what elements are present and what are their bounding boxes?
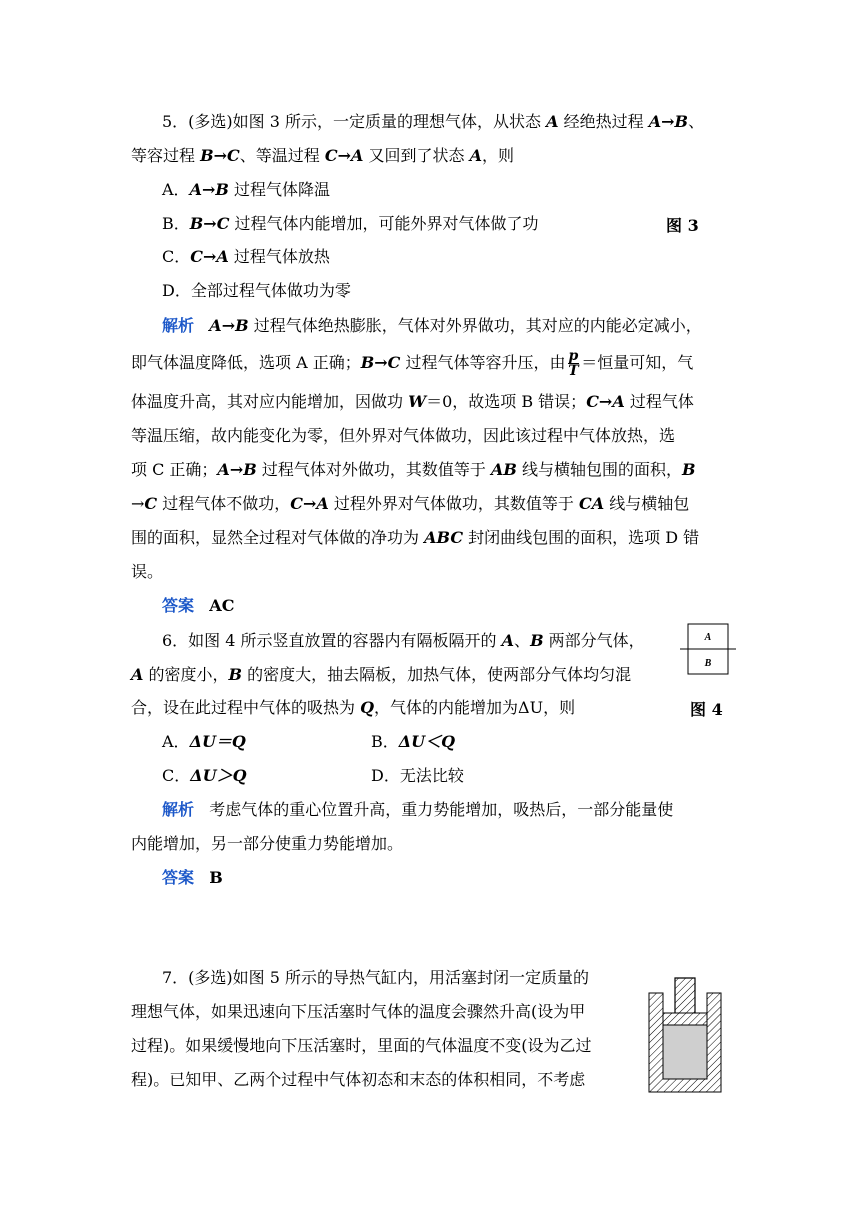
q6-answer: 答案 B <box>162 868 223 887</box>
explanation-label: 解析 <box>162 316 195 335</box>
q5-line1: 5．(多选)如图 3 所示，一定质量的理想气体，从状态 A 经绝热过程 A→B、 <box>162 112 705 131</box>
q5-explanation-line8: 误。 <box>131 562 164 581</box>
q6-explanation-line2: 内能增加，另一部分使重力势能增加。 <box>131 834 404 853</box>
q6-option-c: C．ΔU＞Q <box>162 766 247 785</box>
figure-3-label: 图 3 <box>666 216 699 235</box>
q5-explanation-line6: →C 过程气体不做功，C→A 过程外界对气体做功，其数值等于 CA 线与横轴包 <box>131 494 690 513</box>
q7-line2: 理想气体，如果迅速向下压活塞时气体的温度会骤然升高(设为甲 <box>131 1002 586 1021</box>
fraction-p-over-t: $\frac{p}{T}$ <box>568 348 579 379</box>
q5-option-d: D．全部过程气体做功为零 <box>162 281 351 300</box>
figure-4-label: 图 4 <box>690 700 723 719</box>
figure-5-cylinder-diagram <box>646 975 726 1095</box>
q5-explanation-line5: 项 C 正确；A→B 过程气体对外做功，其数值等于 AB 线与横轴包围的面积，B <box>131 460 696 479</box>
explanation-label: 解析 <box>162 800 195 819</box>
q6-line2: A 的密度小，B 的密度大，抽去隔板，加热气体，使两部分气体均匀混 <box>131 665 632 684</box>
q5-explanation-line7: 围的面积，显然全过程对气体做的净功为 ABC 封闭曲线包围的面积，选项 D 错 <box>131 528 700 547</box>
answer-label: 答案 <box>162 596 195 615</box>
q7-line3: 过程)。如果缓慢地向下压活塞时，里面的气体温度不变(设为乙过 <box>131 1036 592 1055</box>
q7-line1: 7．(多选)如图 5 所示的导热气缸内，用活塞封闭一定质量的 <box>162 968 590 987</box>
q6-line1: 6．如图 4 所示竖直放置的容器内有隔板隔开的 A、B 两部分气体， <box>162 631 645 650</box>
q6-option-b: B．ΔU＜Q <box>371 732 456 751</box>
q6-line3: 合，设在此过程中气体的吸热为 Q，气体的内能增加为ΔU，则 <box>131 698 576 717</box>
q5-answer: 答案 AC <box>162 596 235 615</box>
q5-option-b: B．B→C 过程气体内能增加，可能外界对气体做了功 <box>162 214 539 233</box>
q5-explanation-line3: 体温度升高，其对应内能增加，因做功 W＝0，故选项 B 错误；C→A 过程气体 <box>131 392 694 411</box>
q7-line4: 程)。已知甲、乙两个过程中气体初态和末态的体积相同，不考虑 <box>131 1070 586 1089</box>
figure-4-label-b: B <box>704 658 712 669</box>
figure-4-container-diagram <box>680 622 736 678</box>
q6-option-a: A．ΔU＝Q <box>162 732 246 751</box>
figure-4-label-a: A <box>704 632 712 643</box>
q5-explanation-line1: 解析 A→B 过程气体绝热膨胀，气体对外界做功，其对应的内能必定减小， <box>162 316 702 335</box>
q5-explanation-line2: 即气体温度降低，选项 A 正确；B→C 过程气体等容升压，由 $\frac{p}{T}$ ＝恒量可知，气 <box>131 348 694 379</box>
q6-explanation-line1: 解析 考虑气体的重心位置升高，重力势能增加，吸热后，一部分能量使 <box>162 800 674 819</box>
q6-option-d: D．无法比较 <box>371 766 464 785</box>
q5-option-c: C．C→A 过程气体放热 <box>162 247 330 266</box>
q5-line2: 等容过程 B→C、等温过程 C→A 又回到了状态 A，则 <box>131 146 515 165</box>
q5-explanation-line4: 等温压缩，故内能变化为零，但外界对气体做功，因此该过程中气体放热，选 <box>131 426 676 445</box>
answer-label: 答案 <box>162 868 195 887</box>
q5-option-a: A．A→B 过程气体降温 <box>162 180 330 199</box>
